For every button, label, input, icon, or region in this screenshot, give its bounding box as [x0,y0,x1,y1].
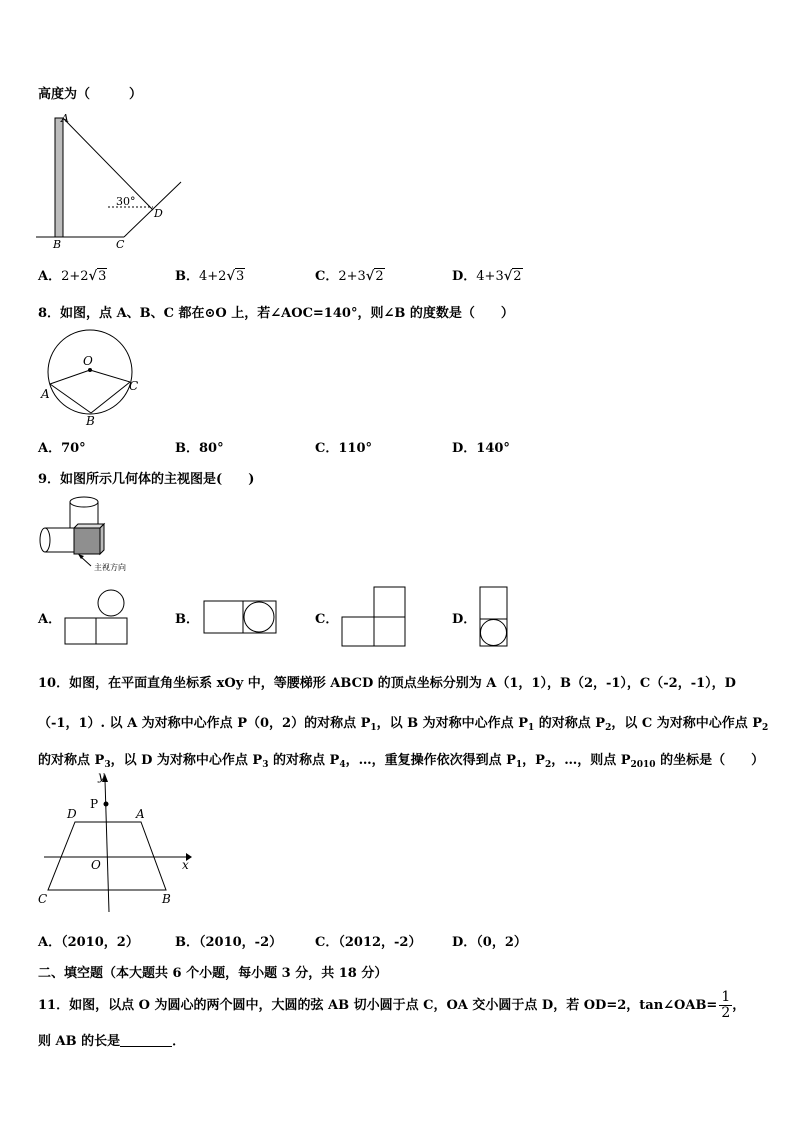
text-part: 的对称点 P [534,716,606,731]
subscript: 2 [762,723,769,733]
option-text: （0，2） [476,935,527,950]
cube-front [74,528,100,554]
text-part: ，…，则点 P [551,753,631,768]
q9-option-c-figure[interactable] [341,586,407,648]
option-radicand: 3 [235,269,245,284]
q9-option-b-label[interactable]: B． [175,612,199,627]
option-label: C． [315,269,339,284]
option-label: D． [452,935,477,950]
subscript: 2010 [630,760,656,770]
q9-option-a-label[interactable]: A． [38,612,62,627]
subscript: 1 [515,760,523,770]
subscript: 1 [527,723,535,733]
square-top [374,587,405,617]
segment-oc [90,370,130,382]
square-left [65,618,96,644]
option-text: （2010，-2） [199,935,283,950]
subscript: 3 [262,760,269,770]
q8-figure [36,328,146,428]
q7-option-d[interactable]: D．4+3√2 [452,269,522,284]
text-part: ． [172,1034,186,1049]
option-text: 4+2 [199,269,227,284]
fraction-denominator: 2 [721,1005,731,1021]
angle-label: 30° [116,195,136,208]
label-d: D [67,807,77,821]
option-text: 2+3 [338,269,366,284]
square-bottom-right [374,617,405,646]
rect-left [204,601,243,633]
y-axis [105,780,109,912]
option-text: （2012，-2） [338,935,422,950]
label-x: x [182,858,189,872]
option-radicand: 2 [375,269,384,284]
option-text: 80° [199,441,224,456]
q9-option-a-figure[interactable] [64,588,128,646]
label-o: O [83,354,93,368]
pole [55,118,63,237]
cube-side [100,524,104,554]
text-part: 的坐标是（ ） [655,753,765,768]
q8-option-b[interactable] [175,437,224,456]
rect-top [480,587,507,619]
subscript: 4 [339,760,346,770]
text-part: 11．如图，以点 O 为圆心的两个圆中，大圆的弦 AB 切小圆于点 C，OA 交小圆于点 D，若 OD=2，tan∠OAB= [38,998,718,1013]
option-text: 110° [338,441,372,456]
option-label: A． [38,935,62,950]
label-o: O [91,858,101,872]
option-text: 2+2 [61,269,89,284]
rect-right [243,601,276,633]
subscript: 1 [370,723,377,733]
section-2-title: 二、填空题（本大题共 6 个小题，每小题 3 分，共 18 分） [38,966,388,981]
q8-stem: 8．如图，点 A、B、C 都在⊙O 上，若∠AOC=140°，则∠B 的度数是（ ） [38,306,514,321]
subscript: 2 [544,760,552,770]
text-part: 的对称点 P [268,753,340,768]
q10-option-d[interactable] [452,931,527,950]
option-label: B． [175,935,199,950]
text-part: ，以 D 为对称中心作点 P [110,753,263,768]
circle-shape [244,602,274,632]
label-b: B [53,238,62,250]
q10-option-b[interactable] [175,931,282,950]
q11-line-2 [38,1030,185,1049]
square-bottom-left [342,617,374,646]
q7-stem-tail: 高度为（ ） [38,87,143,102]
fraction-one-half [719,990,732,1021]
q7-option-b[interactable]: B．4+2√3 [175,269,245,284]
q7-option-a[interactable]: A．2+2√3 [38,269,107,284]
subscript: 2 [605,723,612,733]
vertical-cylinder-top [70,497,98,507]
text-part: ，…，重复操作依次得到点 P [345,753,516,768]
answer-blank[interactable] [120,1034,172,1047]
label-b: B [86,414,95,428]
q9-option-b-figure[interactable] [203,600,277,635]
label-a: A [61,112,69,125]
label-a: A [136,807,145,821]
subscript: 3 [104,760,111,770]
q10-line-1: 10．如图，在平面直角坐标系 xOy 中，等腰梯形 ABCD 的顶点坐标分别为 A（1，1），B（2，-1），C（-2，-1），D [38,676,736,691]
option-radicand: 3 [98,269,107,284]
square-right [96,618,127,644]
circle-shape [481,620,507,646]
option-label: D． [452,269,477,284]
cylinder-end [40,528,50,552]
label-c: C [116,238,125,250]
text-part: ，P [522,753,545,768]
option-label: A． [38,441,62,456]
option-label: B． [175,441,199,456]
text-part: （-1，1）. 以 A 为对称中心作点 P（0，2）的对称点 P [38,716,371,731]
label-p: P [90,797,99,811]
q9-option-d-label[interactable]: D． [452,612,477,627]
q9-stem: 9．如图所示几何体的主视图是( ) [38,472,255,487]
fraction-numerator: 1 [721,989,731,1005]
q11-line-1 [38,990,745,1021]
shadow-ray [63,118,153,210]
option-radicand: 2 [513,269,522,284]
q10-line-2 [38,712,768,733]
q10-option-c[interactable] [315,931,421,950]
q7-option-c[interactable]: C．2+3√2 [315,269,384,284]
label-d: D [154,207,163,220]
segment-oa [50,370,90,384]
cube-top [74,524,104,528]
direction-label: 主视方向 [94,563,126,572]
option-text: 70° [61,441,86,456]
text-part: 则 AB 的长是 [38,1034,121,1049]
option-label: B． [175,269,199,284]
text-part: ， [732,998,746,1013]
q10-line-3 [38,749,764,770]
q10-option-a[interactable] [38,931,139,950]
label-c: C [38,892,48,906]
q7-figure [36,110,186,250]
label-y: y [98,772,105,783]
q10-figure [36,772,196,920]
text-part: 的对称点 P [38,753,105,768]
q9-option-d-figure[interactable] [479,586,509,648]
text-part: ，以 C 为对称中心作点 P [611,716,763,731]
option-label: C． [315,441,339,456]
label-b: B [162,892,171,906]
option-label: A． [38,269,62,284]
point-p [104,802,109,807]
text-part: ，以 B 为对称中心作点 P [376,716,528,731]
q8-option-c[interactable] [315,437,372,456]
label-c: C [129,379,139,393]
option-label: C． [315,935,339,950]
option-text: 4+3 [476,269,504,284]
q9-figure [36,494,142,574]
option-text: 140° [476,441,510,456]
q8-option-d[interactable] [452,437,510,456]
option-label: D． [452,441,477,456]
circle-shape [98,590,124,616]
option-text: （2010，2） [61,935,139,950]
q8-option-a[interactable] [38,437,86,456]
q9-option-c-label[interactable]: C． [315,612,339,627]
label-a: A [41,387,50,401]
